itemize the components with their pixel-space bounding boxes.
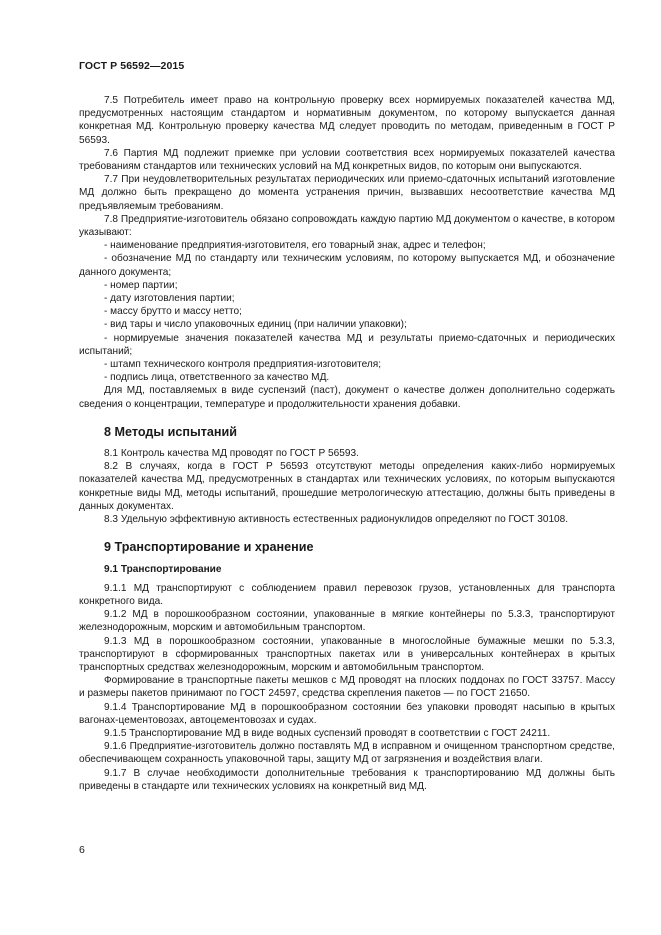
paragraph-7-6: 7.6 Партия МД подлежит приемке при условии соответствия всех нормируемых показателей качества требованиям стандартов или технических условий на МД конкретных видов, по которым они выпускаются.	[79, 147, 615, 173]
list-item: - нормируемые значения показателей качества МД и результаты приемо-сдаточных и периодических испытаний;	[79, 332, 615, 357]
paragraph-9-1-6: 9.1.6 Предприятие-изготовитель должно поставлять МД в исправном и очищенном транспортном средстве, обеспечивающем сохранность упаковочной тары, защиту МД от загрязнения и воздействия влаги.	[79, 741, 615, 766]
paragraph-9-1-7: 9.1.7 В случае необходимости дополнительные требования к транспортированию МД должны быть приведены в стандарте или технических условиях на конкретный вид МД.	[79, 767, 615, 792]
list-item: - обозначение МД по стандарту или техническим условиям, по которому выпускается МД, и обозначение данного документа;	[79, 253, 615, 278]
page-content	[79, 94, 615, 793]
paragraph-8-3: 8.3 Удельную эффективную активность естественных радионуклидов определяют по ГОСТ 30108.	[104, 514, 569, 526]
paragraph-7-7: 7.7 При неудовлетворительных результатах периодических или приемо-сдаточных испытаний изготовление МД должно быть прекращено до момента устранения причин, вызвавших несоответствие качества МД предъявляемым требованиям.	[79, 174, 615, 212]
list-item: - номер партии;	[104, 279, 178, 291]
section-8-heading: 8 Методы испытаний	[104, 424, 237, 439]
paragraph-7-8: 7.8 Предприятие-изготовитель обязано сопровождать каждую партию МД документом о качестве, в котором указывают:	[79, 213, 615, 239]
page-number: 6	[79, 844, 85, 856]
list-item: - дату изготовления партии;	[104, 293, 235, 305]
paragraph-8-2: 8.2 В случаях, когда в ГОСТ Р 56593 отсутствуют методы определения каких-либо нормируемых показателей качества МД, предусмотренных в стандартах или технических условиях, по которым выпускаются конкретные виды МД, методы испытаний, прошедшие метрологическую аттестацию, должны быть приведены в данных документах.	[79, 461, 615, 512]
paragraph-8-1: 8.1 Контроль качества МД проводят по ГОСТ Р 56593.	[104, 448, 359, 460]
list-item: - наименование предприятия-изготовителя, его товарный знак, адрес и телефон;	[104, 240, 486, 252]
list-item: - подпись лица, ответственного за качество МД.	[104, 372, 330, 384]
paragraph-7-5: 7.5 Потребитель имеет право на контрольную проверку всех нормируемых показателей качества МД, предусмотренных настоящим стандартом и нормативным документом, по которому выпускается данная конкретная МД. Контрольную проверку качества МД следует проводить по методам, приведенным в ГОСТ Р 56593.	[79, 95, 615, 146]
list-item: - массу брутто и массу нетто;	[104, 306, 242, 318]
paragraph-9-1-5: 9.1.5 Транспортирование МД в виде водных суспензий проводят в соответствии с ГОСТ 24211.	[104, 727, 551, 739]
paragraph-9-1-2: 9.1.2 МД в порошкообразном состоянии, упакованные в мягкие контейнеры по 5.3.3, транспортируют железнодорожным, морским и автомобильным транспортом.	[79, 609, 615, 634]
subsection-9-1-heading: 9.1 Транспортирование	[104, 563, 222, 575]
paragraph-9-1-3: 9.1.3 МД в порошкообразном состоянии, упакованные в многослойные бумажные мешки по 5.3.3, транспортируют в сформированных транспортных пакетах или в универсальных контейнерах в крытых транспортных средствах железнодорожным, морским и автомобильным транспортом.	[79, 635, 615, 673]
paragraph-9-1-4: 9.1.4 Транспортирование МД в порошкообразном состоянии без упаковки проводят насыпью в крытых вагонах-цементовозах, автоцементовозах и судах.	[79, 701, 615, 726]
doc-header-code: ГОСТ Р 56592—2015	[79, 60, 185, 72]
list-item: - вид тары и число упаковочных единиц (при наличии упаковки);	[104, 319, 407, 331]
list-item: - штамп технического контроля предприятия-изготовителя;	[104, 359, 382, 371]
paragraph-packaging: Формирование в транспортные пакеты мешков с МД проводят на плоских поддонах по ГОСТ 33757. Массу и размеры пакетов принимают по ГОСТ 24597, средства скрепления пакетов — по ГОСТ 21650.	[79, 675, 615, 700]
paragraph-9-1-1: 9.1.1 МД транспортируют с соблюдением правил перевозок грузов, установленных для транспорта конкретного вида.	[79, 582, 615, 607]
paragraph-suspension-note: Для МД, поставляемых в виде суспензий (паст), документ о качестве должен дополнительно содержать сведения о концентрации, температуре и продолжительности хранения добавки.	[79, 385, 615, 410]
section-9-heading: 9 Транспортирование и хранение	[104, 540, 314, 555]
